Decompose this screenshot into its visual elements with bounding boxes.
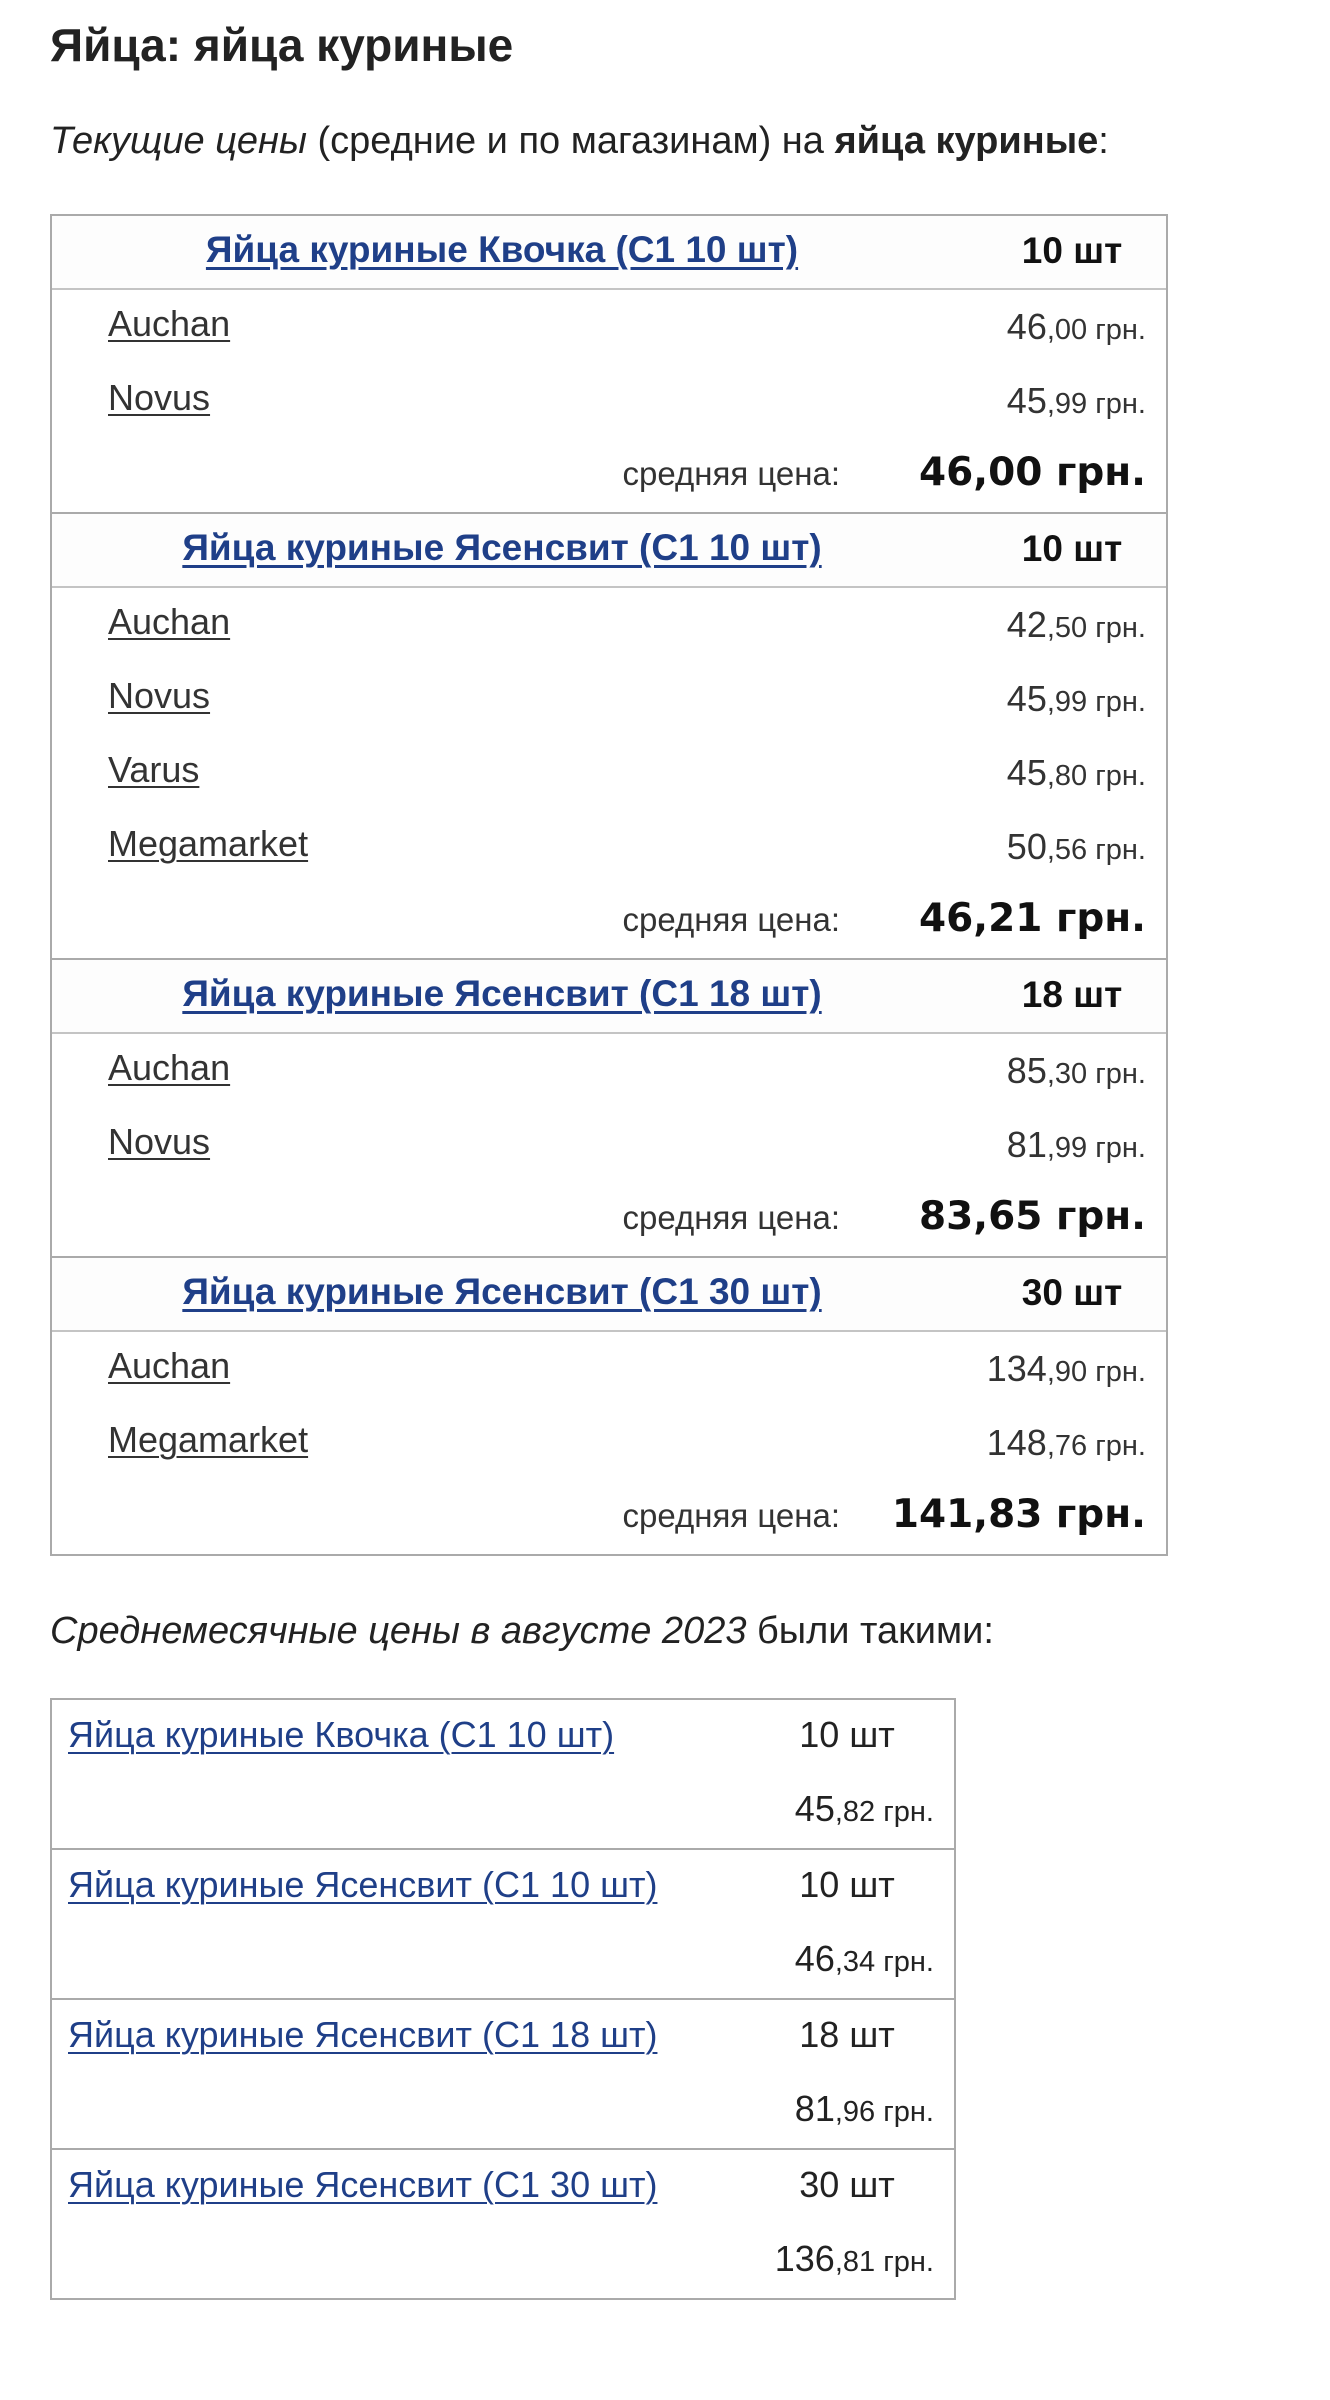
price-main: 148 xyxy=(986,1422,1047,1463)
store-row xyxy=(52,662,1166,736)
price-main: 50 xyxy=(1006,826,1047,867)
average-price: 141,83 грн. xyxy=(891,1492,1146,1537)
average-label: средняя цена: xyxy=(622,901,840,938)
price-rest: ,56 грн. xyxy=(1046,834,1146,866)
price-rest: ,00 грн. xyxy=(1046,314,1146,346)
page-title: Яйца: яйца куриные xyxy=(50,19,514,71)
average-label: средняя цена: xyxy=(622,1199,840,1236)
store-price xyxy=(1007,380,1146,422)
price-rest: ,90 грн. xyxy=(1046,1356,1146,1388)
store-row xyxy=(52,736,1166,810)
product-quantity: 18 шт xyxy=(1021,974,1123,1015)
average-row xyxy=(52,438,1166,512)
price-rest: ,99 грн. xyxy=(1046,388,1146,420)
price-main: 45 xyxy=(1006,752,1047,793)
intro-bold: яйца куриные xyxy=(834,120,1099,162)
price-rest: ,50 грн. xyxy=(1046,612,1146,644)
price-main: 46 xyxy=(794,1938,835,1979)
price-main: 42 xyxy=(1006,604,1047,645)
monthly-price xyxy=(795,1788,934,1830)
product-group xyxy=(52,958,1166,1256)
average-row xyxy=(52,1480,1166,1554)
store-link[interactable]: Megamarket xyxy=(108,823,309,864)
price-main: 136 xyxy=(774,2238,835,2279)
store-link[interactable]: Auchan xyxy=(108,1047,231,1088)
monthly-quantity: 10 шт xyxy=(799,1864,895,1905)
store-link[interactable]: Varus xyxy=(108,749,200,790)
price-rest: ,30 грн. xyxy=(1046,1058,1146,1090)
store-row xyxy=(52,364,1166,438)
monthly-price xyxy=(775,2238,934,2280)
product-header xyxy=(52,216,1166,290)
product-link[interactable]: Яйца куриные Квочка (С1 10 шт) xyxy=(205,229,799,270)
monthly-quantity: 30 шт xyxy=(799,2164,895,2205)
price-main: 45 xyxy=(794,1788,835,1829)
monthly-row xyxy=(52,1700,954,1848)
price-main: 85 xyxy=(1006,1050,1047,1091)
price-main: 134 xyxy=(986,1348,1047,1389)
product-link[interactable]: Яйца куриные Ясенсвит (С1 18 шт) xyxy=(182,973,822,1014)
store-price xyxy=(1007,752,1146,794)
monthly-product-link[interactable]: Яйца куриные Ясенсвит (С1 10 шт) xyxy=(68,1864,658,1905)
intro-middle: (средние и по магазинам) на xyxy=(306,120,835,162)
product-header xyxy=(52,1256,1166,1332)
price-main: 45 xyxy=(1006,678,1047,719)
store-price xyxy=(987,1422,1146,1464)
current-prices-table xyxy=(50,214,1168,1556)
store-link[interactable]: Auchan xyxy=(108,303,231,344)
intro-end: : xyxy=(1098,120,1109,162)
store-row xyxy=(52,588,1166,662)
monthly-intro-rest: были такими: xyxy=(746,1610,994,1652)
store-row xyxy=(52,1108,1166,1182)
monthly-row xyxy=(52,1848,954,1998)
price-rest: ,82 грн. xyxy=(834,1796,934,1828)
average-price: 46,00 грн. xyxy=(919,450,1146,495)
product-quantity: 30 шт xyxy=(1021,1272,1123,1313)
price-rest: ,76 грн. xyxy=(1046,1430,1146,1462)
monthly-product-link[interactable]: Яйца куриные Ясенсвит (С1 18 шт) xyxy=(68,2014,658,2055)
average-price: 83,65 грн. xyxy=(919,1194,1146,1239)
price-rest: ,81 грн. xyxy=(834,2246,934,2278)
price-rest: ,99 грн. xyxy=(1046,1132,1146,1164)
store-row xyxy=(52,1332,1166,1406)
store-link[interactable]: Auchan xyxy=(108,601,231,642)
monthly-price xyxy=(795,1938,934,1980)
monthly-intro-italic: Среднемесячные цены в августе 2023 xyxy=(50,1610,747,1652)
product-header xyxy=(52,512,1166,588)
store-link[interactable]: Megamarket xyxy=(108,1419,309,1460)
price-main: 81 xyxy=(794,2088,835,2129)
average-label: средняя цена: xyxy=(622,455,840,492)
monthly-row xyxy=(52,2148,954,2298)
product-header xyxy=(52,958,1166,1034)
store-price xyxy=(1007,306,1146,348)
intro-italic: Текущие цены xyxy=(50,120,307,162)
price-rest: ,99 грн. xyxy=(1046,686,1146,718)
store-row xyxy=(52,810,1166,884)
monthly-prices-table xyxy=(50,1698,956,2300)
monthly-quantity: 18 шт xyxy=(799,2014,895,2055)
price-rest: ,34 грн. xyxy=(834,1946,934,1978)
store-price xyxy=(1007,1050,1146,1092)
price-main: 45 xyxy=(1006,380,1047,421)
price-rest: ,96 грн. xyxy=(834,2096,934,2128)
product-quantity: 10 шт xyxy=(1021,528,1123,569)
average-row xyxy=(52,1182,1166,1256)
product-group xyxy=(52,216,1166,512)
store-row xyxy=(52,1406,1166,1480)
price-main: 46 xyxy=(1006,306,1047,347)
monthly-product-link[interactable]: Яйца куриные Квочка (С1 10 шт) xyxy=(68,1714,615,1755)
product-group xyxy=(52,1256,1166,1554)
store-link[interactable]: Novus xyxy=(108,377,211,418)
store-price xyxy=(1007,678,1146,720)
average-price: 46,21 грн. xyxy=(919,896,1146,941)
store-price xyxy=(987,1348,1146,1390)
store-link[interactable]: Novus xyxy=(108,675,211,716)
store-row xyxy=(52,290,1166,364)
average-row xyxy=(52,884,1166,958)
store-row xyxy=(52,1034,1166,1108)
product-link[interactable]: Яйца куриные Ясенсвит (С1 30 шт) xyxy=(182,1271,822,1312)
monthly-quantity: 10 шт xyxy=(799,1714,895,1755)
monthly-price xyxy=(795,2088,934,2130)
current-prices-intro xyxy=(50,120,1109,163)
store-price xyxy=(1007,604,1146,646)
monthly-product-link[interactable]: Яйца куриные Ясенсвит (С1 30 шт) xyxy=(68,2164,658,2205)
average-label: средняя цена: xyxy=(622,1497,840,1534)
price-main: 81 xyxy=(1006,1124,1047,1165)
monthly-row xyxy=(52,1998,954,2148)
store-link[interactable]: Novus xyxy=(108,1121,211,1162)
store-price xyxy=(1007,826,1146,868)
product-link[interactable]: Яйца куриные Ясенсвит (С1 10 шт) xyxy=(182,527,822,568)
product-quantity: 10 шт xyxy=(1021,230,1123,271)
product-group xyxy=(52,512,1166,958)
store-link[interactable]: Auchan xyxy=(108,1345,231,1386)
monthly-prices-intro xyxy=(50,1610,994,1653)
store-price xyxy=(1007,1124,1146,1166)
price-rest: ,80 грн. xyxy=(1046,760,1146,792)
